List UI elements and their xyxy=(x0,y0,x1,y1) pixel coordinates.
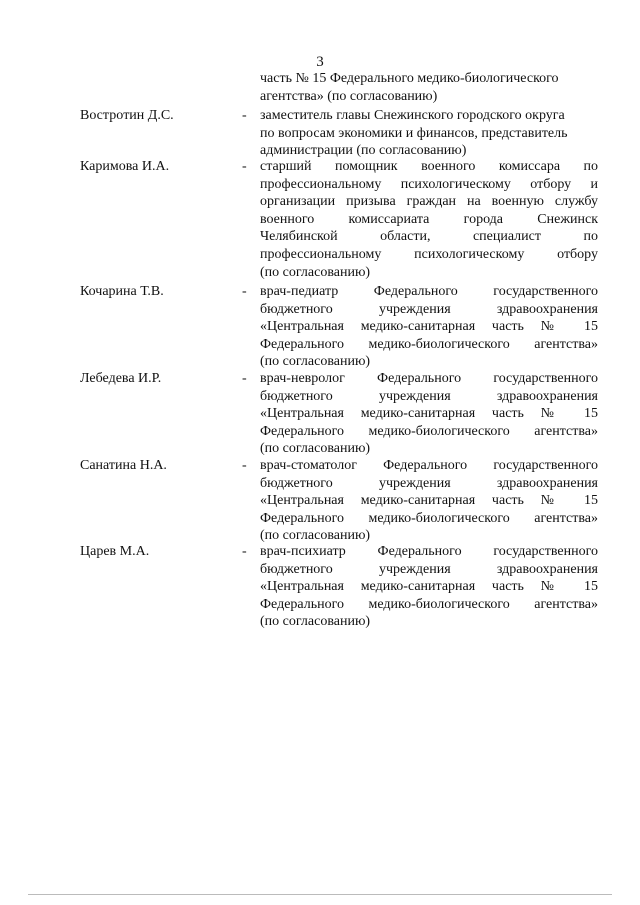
description-line: по вопросам экономики и финансов, представитель xyxy=(260,125,568,141)
footer-rule xyxy=(28,894,612,895)
member-name: Кочарина Т.В. xyxy=(80,284,164,299)
description-line: «Центральная медико-санитарная часть № 15 xyxy=(260,319,598,335)
member-name: Каримова И.А. xyxy=(80,159,170,174)
member-name: Санатина Н.А. xyxy=(80,458,167,473)
description-line: Федерального медико-биологического агентства» xyxy=(260,596,598,612)
member-name: Царев М.А. xyxy=(80,544,150,559)
description-line: (по согласованию) xyxy=(260,354,371,370)
member-dash: - xyxy=(242,371,247,386)
member-dash: - xyxy=(242,284,247,299)
description-line: «Центральная медико-санитарная часть № 15 xyxy=(260,406,598,422)
description-line: врач-педиатр Федерального государственного xyxy=(260,284,598,299)
description-line: бюджетного учреждения здравоохранения xyxy=(260,561,598,577)
description-line: заместитель главы Снежинского городского округа xyxy=(260,108,565,123)
member-dash: - xyxy=(242,544,247,559)
member-name: Вострoтин Д.С. xyxy=(80,108,174,123)
intro-line: часть № 15 Федерального медико-биологического xyxy=(260,71,559,86)
description-line: военного комиссариата города Снежинск xyxy=(260,211,598,227)
description-line: Федерального медико-биологического агентства» xyxy=(260,510,598,526)
description-line: бюджетного учреждения здравоохранения xyxy=(260,388,598,404)
description-line: врач-психиатр Федерального государственного xyxy=(260,544,598,559)
member-description xyxy=(260,370,598,458)
member-description xyxy=(260,543,598,631)
description-line: врач-невролог Федерального государственного xyxy=(260,371,598,386)
description-line: старший помощник военного комиссара по xyxy=(260,159,598,174)
description-line: (по согласованию) xyxy=(260,264,371,280)
member-description xyxy=(260,158,598,281)
member-description xyxy=(260,283,598,371)
member-description xyxy=(260,457,598,545)
description-line: Челябинской области, специалист по xyxy=(260,229,598,245)
description-line: «Центральная медико-санитарная часть № 15 xyxy=(260,493,598,509)
intro-continuation xyxy=(260,70,598,105)
description-line: (по согласованию) xyxy=(260,528,371,544)
description-line: врач-стоматолог Федерального государственного xyxy=(260,458,598,473)
description-line: бюджетного учреждения здравоохранения xyxy=(260,301,598,317)
member-dash: - xyxy=(242,108,247,123)
description-line: бюджетного учреждения здравоохранения xyxy=(260,475,598,491)
member-dash: - xyxy=(242,159,247,174)
description-line: администрации (по согласованию) xyxy=(260,143,467,159)
description-line: организации призыва граждан на военную службу xyxy=(260,194,598,210)
description-line: «Центральная медико-санитарная часть № 15 xyxy=(260,579,598,595)
intro-line: агентства» (по согласованию) xyxy=(260,88,438,104)
member-name: Лебедева И.Р. xyxy=(80,371,162,386)
description-line: Федерального медико-биологического агентства» xyxy=(260,423,598,439)
description-line: (по согласованию) xyxy=(260,441,371,457)
member-dash: - xyxy=(242,458,247,473)
page-number: 3 xyxy=(316,54,324,70)
description-line: профессиональному психологическому отбору xyxy=(260,246,598,262)
description-line: (по согласованию) xyxy=(260,614,371,630)
description-line: Федерального медико-биологического агентства» xyxy=(260,336,598,352)
member-description xyxy=(260,107,598,160)
description-line: профессиональному психологическому отбору и xyxy=(260,176,598,192)
